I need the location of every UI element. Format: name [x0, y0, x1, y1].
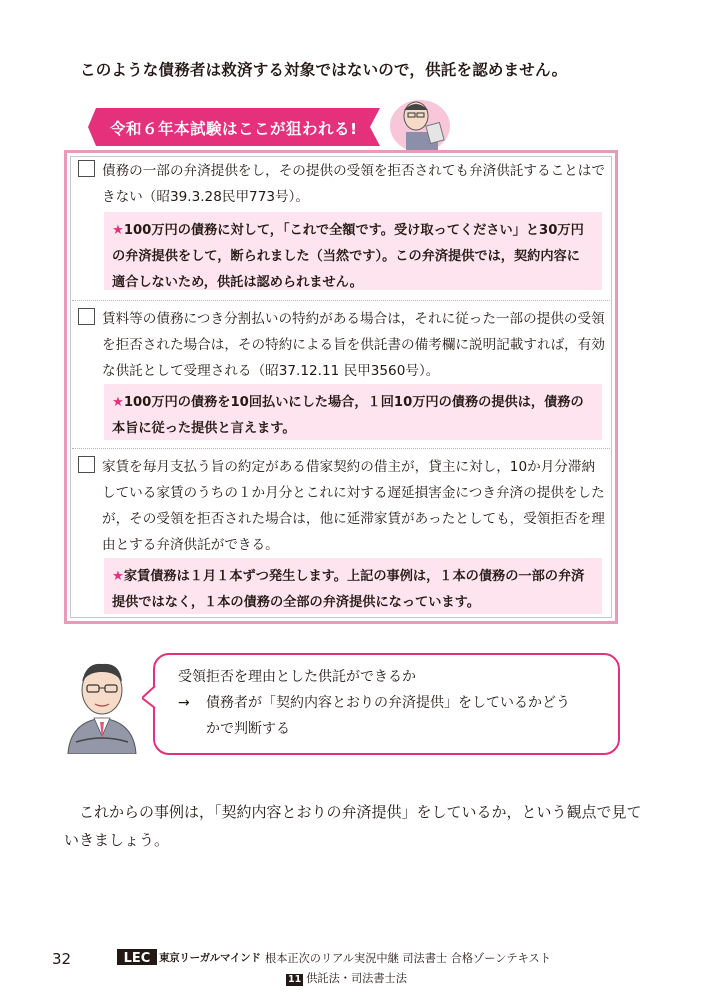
intro-text: このような債務者は救済する対象ではないので，供託を認めません。 — [80, 61, 568, 79]
publisher-name: 東京リーガルマインド — [159, 952, 261, 964]
point-note-1 — [104, 212, 602, 290]
point-item-2 — [78, 306, 608, 384]
teacher-illustration — [62, 656, 142, 754]
point-note-2 — [104, 384, 602, 440]
point-item-1 — [78, 158, 608, 212]
star-icon: ★ — [112, 569, 124, 584]
point-text-3: 家賃を毎月支払う旨の約定がある借家契約の借主が，貸主に対し，10か月分滞納している家賃のうちの１か月分とこれに対する遅延損害金につき弁済の提供をしたが，その受領を拒否された場合は，他に延滞家賃があったとしても，受領拒否を理由とする弁済供託ができる。 — [102, 459, 605, 553]
point-text-1: 債務の一部の弁済提供をし，その提供の受領を拒否されても弁済供託することはできない（昭39.3.28民甲773号）。 — [102, 163, 605, 205]
bubble-line-2b: かで判断する — [206, 721, 290, 737]
point-text-2: 賃料等の債務につき分割払いの特約がある場合は，それに従った一部の提供の受領を拒否された場合は，その特約による旨を供託書の備考欄に説明記載すれば，有効な供託として受理される（昭37.12.11 民甲3560号）。 — [102, 311, 605, 379]
speech-bubble-tail — [142, 686, 162, 708]
bubble-line-1: 受領拒否を理由とした供託ができるか — [178, 669, 416, 685]
teacher-illustration — [378, 96, 450, 152]
bubble-text — [178, 664, 570, 742]
closing-sentence: これからの事例は，「契約内容とおりの弁済提供」をしているか，という観点で見ていきましょう。 — [64, 803, 642, 849]
star-icon: ★ — [112, 223, 124, 238]
note-text-1: 100万円の債務に対して，「これで全額です。受け取ってください」と30万円の弁済提供をして，断られました（当然です）。この弁済提供では，契約内容に適合しないため，供託は認められません。 — [112, 223, 584, 290]
exam-banner — [88, 108, 380, 146]
note-text-2: 100万円の債務を10回払いにした場合，１回10万円の債務の提供は，債務の本旨に従った提供と言えます。 — [112, 395, 584, 436]
note-text-3: 家賃債務は１月１本ずつ発生します。上記の事例は，１本の債務の一部の弁済提供ではなく，１本の債務の全部の弁済提供になっています。 — [112, 569, 585, 610]
volume-title: 供託法・司法書士法 — [306, 972, 407, 985]
volume-line — [286, 970, 407, 986]
lec-logo — [117, 949, 157, 965]
book-title: 根本正次のリアル実況中継 司法書士 合格ゾーンテキスト — [265, 952, 551, 965]
checkbox-icon[interactable] — [78, 308, 95, 325]
closing-text — [64, 798, 642, 854]
volume-number: 11 — [288, 974, 302, 985]
page-number: 32 — [52, 950, 72, 968]
banner-title: 令和６年本試験はここが狙われる! — [110, 120, 358, 138]
checkbox-icon[interactable] — [78, 456, 95, 473]
lec-logo-text: LEC — [123, 951, 151, 965]
point-item-3 — [78, 454, 608, 558]
separator — [72, 300, 610, 301]
checkbox-icon[interactable] — [78, 160, 95, 177]
arrow-icon: → — [178, 695, 190, 711]
bubble-line-2a: 債務者が「契約内容とおりの弁済提供」をしているかどう — [206, 695, 570, 711]
star-icon: ★ — [112, 395, 124, 410]
point-note-3 — [104, 558, 602, 614]
separator — [72, 448, 610, 449]
